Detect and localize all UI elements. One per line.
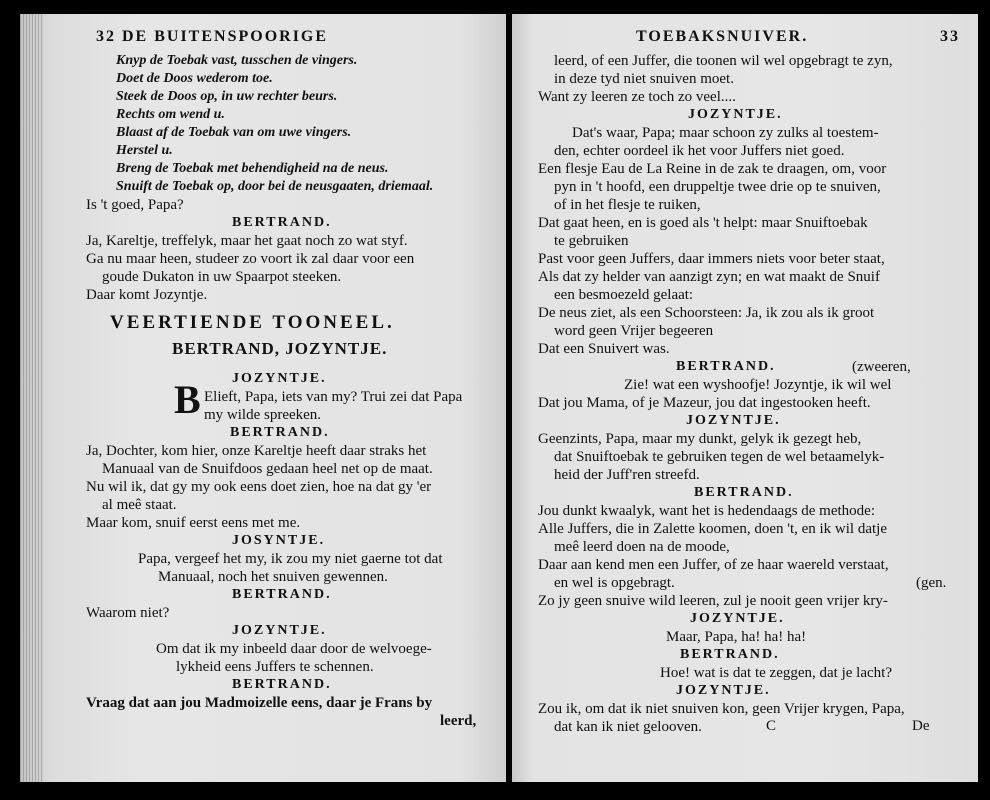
text-line: Ja, Dochter, kom hier, onze Kareltje heeft daar straks het <box>86 443 427 459</box>
text-line: heid der Juff'ren streefd. <box>554 467 700 483</box>
text-line: Herstel u. <box>116 143 173 158</box>
text-line: Papa, vergeef het my, ik zou my niet gaerne tot dat <box>138 551 443 567</box>
text-line: in deze tyd niet snuiven moet. <box>554 71 734 87</box>
text-line: Doet de Doos wederom toe. <box>116 71 273 86</box>
speaker-name: BERTRAND. <box>232 215 332 230</box>
text-line: of in het flesje te ruiken, <box>554 197 701 213</box>
text-line: Zo jy geen snuive wild leeren, zul je nooit geen vrijer kry- <box>538 593 888 609</box>
running-head-text: TOEBAKSNUIVER. <box>636 28 809 45</box>
text-line: lykheid eens Juffers te schennen. <box>176 659 374 675</box>
right-page <box>512 14 978 782</box>
running-head-text: DE BUITENSPOORIGE <box>122 28 329 45</box>
text-line: Dat een Snuivert was. <box>538 341 670 357</box>
text-line: Rechts om wend u. <box>116 107 225 122</box>
catchword: leerd, <box>440 713 477 729</box>
left-page <box>20 14 506 782</box>
text-line: Jou dunkt kwaalyk, want het is hedendaags de methode: <box>538 503 876 519</box>
text-line: Past voor geen Juffers, daar immers niets voor beter staat, <box>538 251 885 267</box>
text-line: Ja, Kareltje, treffelyk, maar het gaat noch zo wat styf. <box>86 233 408 249</box>
text-line: Dat's waar, Papa; maar schoon zy zulks al toestem- <box>572 125 879 141</box>
speaker-name: JOZYNTJE. <box>676 683 771 698</box>
left-running-head <box>96 28 328 46</box>
text-line: Breng de Toebak met behendigheid na de neus. <box>116 161 389 176</box>
page-edge-stack <box>20 14 44 782</box>
text-line: (gen. <box>916 575 947 591</box>
speaker-name: BERTRAND. <box>694 485 794 500</box>
speaker-name: JOZYNTJE. <box>232 623 327 638</box>
text-line: meê leerd doen na de moode, <box>554 539 730 555</box>
drop-cap: B <box>174 377 201 422</box>
text-line: Nu wil ik, dat gy my ook eens doet zien, hoe na dat gy 'er <box>86 479 432 495</box>
speaker-name: BERTRAND. <box>232 587 332 602</box>
text-line: Hoe! wat is dat te zeggen, dat je lacht? <box>660 665 892 681</box>
text-line: Steek de Doos op, in uw rechter beurs. <box>116 89 338 104</box>
text-line: Elieft, Papa, iets van my? Trui zei dat Papa <box>204 389 463 405</box>
text-line: den, echter oordeel ik het voor Juffers niet goed. <box>554 143 845 159</box>
text-line: Want zy leeren ze toch zo veel.... <box>538 89 736 105</box>
text-line: my wilde spreeken. <box>204 407 322 423</box>
text-line: pyn in 't hoofd, een druppeltje twee drie op te snuiven, <box>554 179 881 195</box>
speaker-name: JOZYNTJE. <box>690 611 785 626</box>
text-line: Zie! wat een wyshoofje! Jozyntje, ik wil wel <box>624 377 892 393</box>
text-line: word geen Vrijer begeeren <box>554 323 714 339</box>
text-line: Als dat zy helder van aanzigt zyn; en wat maakt de Snuif <box>538 269 880 285</box>
text-line: leerd, of een Juffer, die toonen wil wel opgebragt te zyn, <box>554 53 893 69</box>
text-line: een besmoezeld gelaat: <box>554 287 694 303</box>
text-line: Om dat ik my inbeeld daar door de welvoege- <box>156 641 432 657</box>
speaker-name: BERTRAND. <box>230 425 330 440</box>
text-line: Knyp de Toebak vast, tusschen de vingers. <box>116 53 358 68</box>
text-line: Is 't goed, Papa? <box>86 197 184 213</box>
speaker-name: JOZYNTJE. <box>688 107 783 122</box>
text-line: Maar kom, snuif eerst eens met me. <box>86 515 301 531</box>
text-line: en wel is opgebragt. <box>554 575 675 591</box>
catchword: De <box>912 718 930 734</box>
text-line: Manuaal, noch het snuiven gewennen. <box>158 569 388 585</box>
text-line: Maar, Papa, ha! ha! ha! <box>666 629 807 645</box>
text-line: Vraag dat aan jou Madmoizelle eens, daar je Frans by <box>86 695 433 711</box>
text-line: Daar aan kend men een Juffer, of ze haar waereld verstaat, <box>538 557 889 573</box>
text-line: Alle Juffers, die in Zalette koomen, doen 't, en ik wil datje <box>538 521 887 537</box>
text-line: Waarom niet? <box>86 605 170 621</box>
text-line: Daar komt Jozyntje. <box>86 287 208 303</box>
right-running-head <box>636 28 808 46</box>
scene-title: VEERTIENDE TOONEEL. <box>110 312 395 333</box>
text-line: goude Dukaton in uw Spaarpot steeken. <box>102 269 342 285</box>
text-line: De neus ziet, als een Schoorsteen: Ja, ik zou als ik groot <box>538 305 875 321</box>
speaker-name: BERTRAND. <box>676 359 776 374</box>
page-number: 32 <box>96 28 116 45</box>
text-line: dat kan ik niet gelooven. <box>554 719 702 735</box>
text-line: Dat jou Mama, of je Mazeur, jou dat ingestooken heeft. <box>538 395 871 411</box>
text-line: te gebruiken <box>554 233 629 249</box>
speaker-name: JOZYNTJE. <box>232 371 327 386</box>
text-line: Ga nu maar heen, studeer zo voort ik zal daar voor een <box>86 251 415 267</box>
text-line: Een flesje Eau de La Reine in de zak te draagen, om, voor <box>538 161 887 177</box>
text-line: (zweeren, <box>852 359 911 375</box>
text-line: Manuaal van de Snuifdoos gedaan heel net op de maat. <box>102 461 433 477</box>
speaker-name: BERTRAND. <box>232 677 332 692</box>
text-line: al meê staat. <box>102 497 177 513</box>
text-line: Blaast af de Toebak van om uwe vingers. <box>116 125 352 140</box>
scene-characters: BERTRAND, JOZYNTJE. <box>172 339 388 358</box>
text-line: Dat gaat heen, en is goed als 't helpt: maar Snuiftoebak <box>538 215 868 231</box>
text-line: Snuift de Toebak op, door bei de neusgaaten, driemaal. <box>116 179 434 194</box>
signature-mark: C <box>766 718 777 734</box>
text-line: Geenzints, Papa, maar my dunkt, gelyk ik gezegt heb, <box>538 431 862 447</box>
text-line: Zou ik, om dat ik niet snuiven kon, geen Vrijer krygen, Papa, <box>538 701 905 717</box>
speaker-name: BERTRAND. <box>680 647 780 662</box>
text-line: dat Snuiftoebak te gebruiken tegen de wel betaamelyk- <box>554 449 885 465</box>
speaker-name: JOZYNTJE. <box>686 413 781 428</box>
speaker-name: JOSYNTJE. <box>232 533 326 548</box>
page-number: 33 <box>940 28 960 45</box>
